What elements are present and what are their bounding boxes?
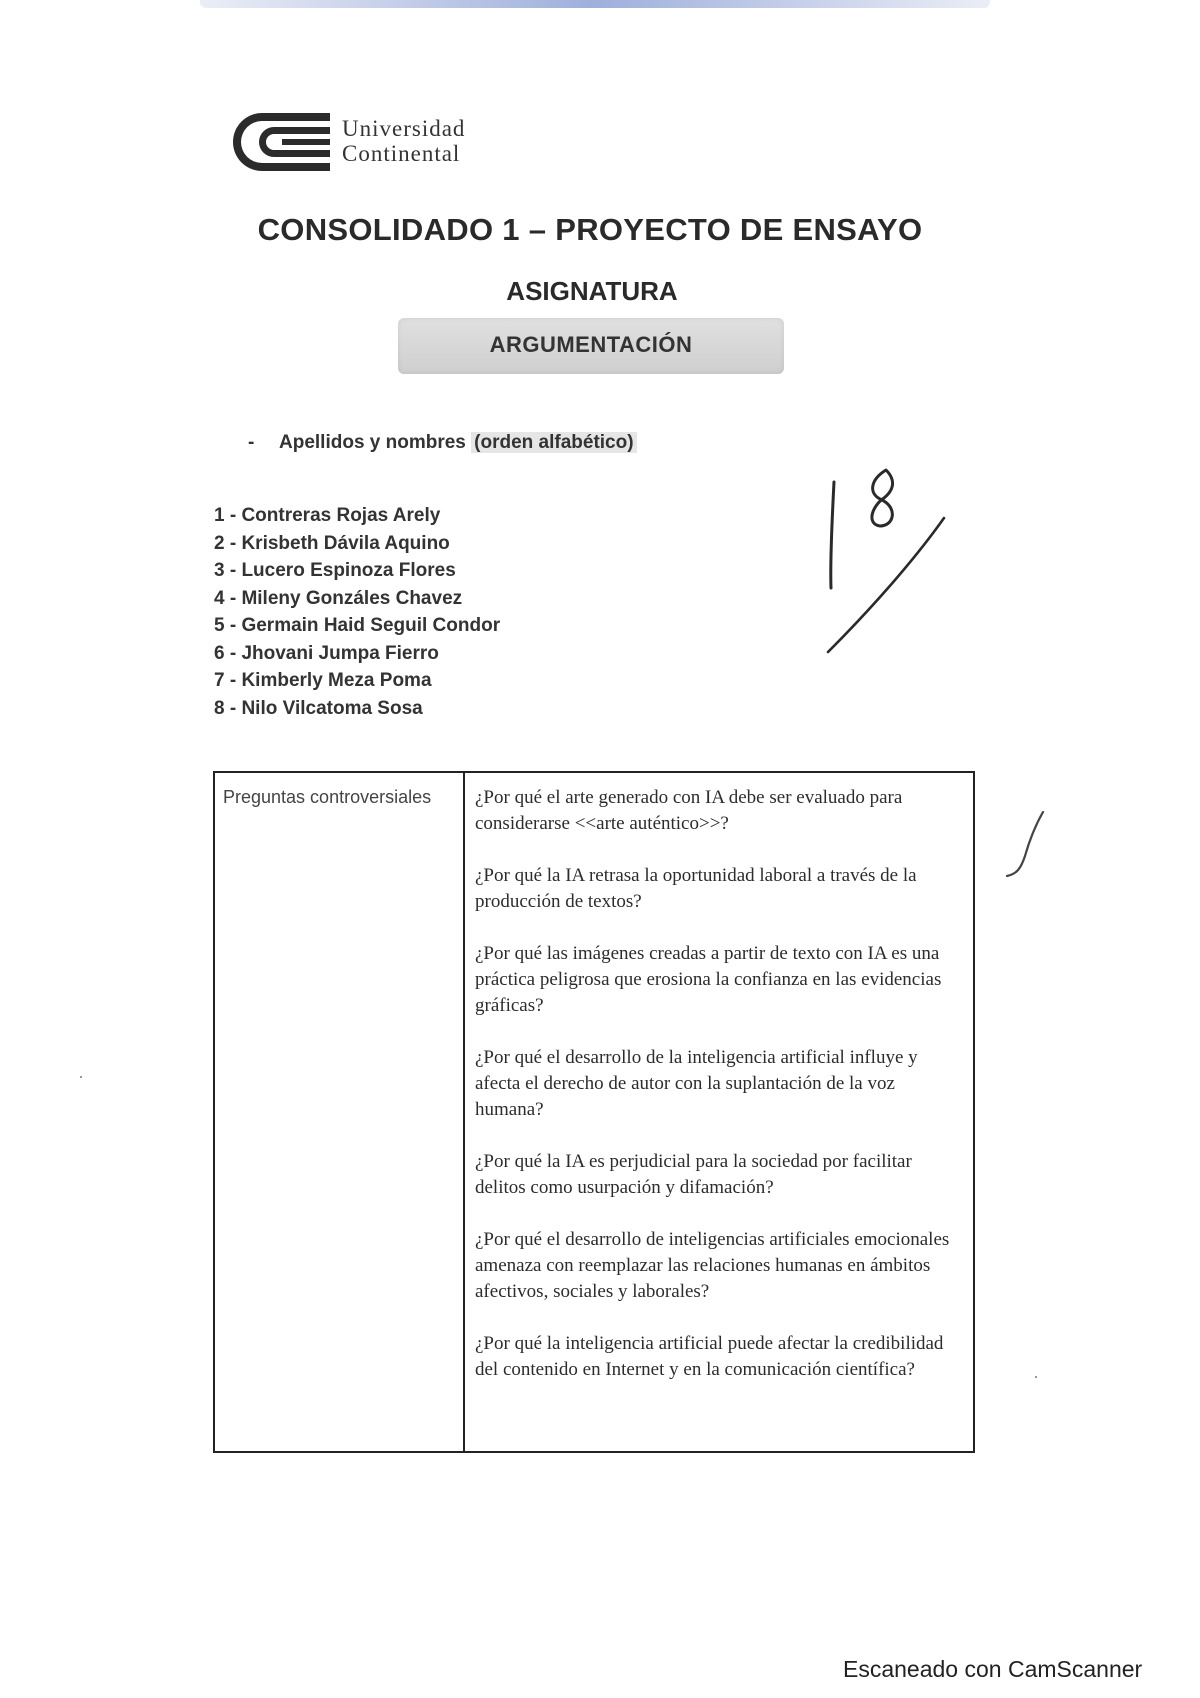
question-item: ¿Por qué la IA es perjudicial para la sociedad por facilitar delitos como usurpación y difamación? xyxy=(475,1151,912,1198)
document-title: CONSOLIDADO 1 – PROYECTO DE ENSAYO xyxy=(257,212,923,247)
university-logo-icon xyxy=(232,108,332,178)
questions-list xyxy=(475,785,965,1409)
member-item: 2 - Krisbeth Dávila Aquino xyxy=(214,532,450,554)
members-heading-bullet: - xyxy=(248,432,255,453)
member-item: 4 - Mileny Gonzáles Chavez xyxy=(214,587,463,609)
university-name-line2: Continental xyxy=(342,141,461,166)
question-item: ¿Por qué la IA retrasa la oportunidad laboral a través de la producción de textos? xyxy=(475,865,917,912)
member-item: 8 - Nilo Vilcatoma Sosa xyxy=(214,697,423,719)
member-item: 6 - Jhovani Jumpa Fierro xyxy=(214,642,439,664)
subject-heading: ASIGNATURA xyxy=(506,276,678,306)
questions-table xyxy=(213,771,975,1453)
table-left-label: Preguntas controversiales xyxy=(223,787,432,807)
scan-top-edge xyxy=(200,0,990,8)
scan-speck xyxy=(80,1076,82,1078)
checkmark-icon xyxy=(1005,808,1045,898)
handwritten-grade xyxy=(810,460,970,660)
member-item: 7 - Kimberly Meza Poma xyxy=(214,670,432,691)
university-logo xyxy=(232,108,492,178)
question-item: ¿Por qué el desarrollo de inteligencias artificiales emocionales amenaza con reemplazar las relaciones humanas en ámbitos afectivos, sociales y laborales? xyxy=(475,1229,950,1302)
scanner-watermark: Escaneado con CamScanner xyxy=(843,1656,1143,1682)
member-item: 5 - Germain Haid Seguil Condor xyxy=(214,615,501,636)
members-heading-note: (orden alfabético) xyxy=(471,432,636,453)
university-name xyxy=(342,116,465,166)
question-item: ¿Por qué el arte generado con IA debe ser evaluado para considerarse <<arte auténtico>>? xyxy=(475,787,903,834)
member-item: 3 - Lucero Espinoza Flores xyxy=(214,560,456,581)
question-item: ¿Por qué las imágenes creadas a partir de texto con IA es una práctica peligrosa que erosiona la confianza en las evidencias gráficas? xyxy=(475,943,942,1016)
member-item: 1 - Contreras Rojas Arely xyxy=(214,505,441,526)
university-name-line1: Universidad xyxy=(342,116,466,141)
members-heading xyxy=(248,432,637,454)
question-item: ¿Por qué la inteligencia artificial puede afectar la credibilidad del contenido en Internet y en la comunicación científica? xyxy=(475,1333,944,1380)
question-item: ¿Por qué el desarrollo de la inteligencia artificial influye y afecta el derecho de autor con la suplantación de la voz humana? xyxy=(475,1047,918,1120)
members-list xyxy=(214,502,500,722)
table-column-divider xyxy=(463,773,465,1451)
subject-box xyxy=(398,318,784,374)
scan-speck xyxy=(1035,1376,1037,1378)
members-heading-text: Apellidos y nombres xyxy=(279,432,466,453)
subject-name: ARGUMENTACIÓN xyxy=(489,332,693,357)
